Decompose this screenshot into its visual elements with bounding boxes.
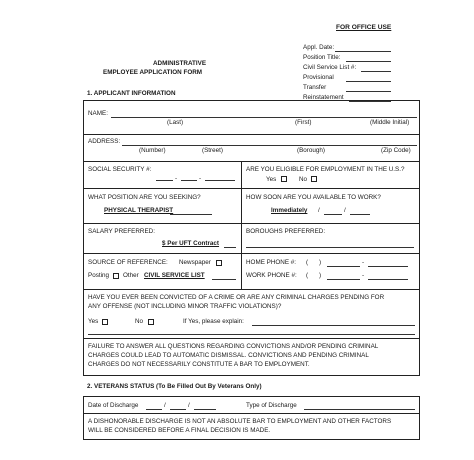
source-posting-label: Posting	[88, 272, 110, 279]
salary-label: SALARY PREFERRED:	[88, 228, 155, 235]
address-sub-street: (Street)	[202, 147, 223, 154]
address-input[interactable]	[122, 145, 417, 146]
paren: (	[306, 272, 309, 279]
home-phone-label: HOME PHONE #:	[246, 259, 297, 266]
ssn-label: SOCIAL SECURITY #:	[88, 166, 152, 173]
eligible-no-label: No	[299, 176, 308, 183]
availability-answer[interactable]: Immediately	[271, 207, 308, 214]
date-slash: /	[188, 402, 190, 409]
ssn-dash: -	[199, 175, 202, 182]
divider	[83, 188, 420, 189]
form-title-line2: EMPLOYEE APPLICATION FORM	[103, 69, 203, 76]
source-newspaper-label: Newspaper	[179, 259, 211, 266]
source-other-line	[212, 279, 236, 280]
conviction-no-checkbox[interactable]	[148, 319, 154, 325]
address-sub-zip: (Zip Code)	[381, 147, 411, 154]
veterans-notice-line2: WILL BE CONSIDERED BEFORE A FINAL DECISION IS MADE.	[88, 427, 271, 434]
ssn-part3-input[interactable]	[205, 180, 235, 181]
source-other-label: Other	[123, 272, 139, 279]
conviction-yes-checkbox[interactable]	[102, 319, 108, 325]
position-question: WHAT POSITION ARE YOU SEEKING?	[88, 194, 201, 201]
address-sub-borough: (Borough)	[297, 147, 326, 154]
civil-service-line[interactable]	[361, 71, 391, 72]
availability-question: HOW SOON ARE YOU AVAILABLE TO WORK?	[246, 194, 381, 201]
office-field-position-title: Position Title:	[303, 54, 341, 61]
work-phone-input[interactable]	[327, 279, 360, 280]
office-use-heading: FOR OFFICE USE	[336, 24, 392, 31]
discharge-year-input[interactable]	[194, 409, 216, 410]
salary-value[interactable]: $ Per UFT Contract	[162, 240, 220, 247]
divider	[83, 161, 420, 162]
provisional-line[interactable]	[346, 81, 391, 82]
conviction-question-line2: ANY OFFENSE (NOT INCLUDING MINOR TRAFFIC VIOLATIONS)?	[88, 303, 282, 310]
conviction-explain-input-2[interactable]	[88, 334, 415, 335]
date-slash: /	[318, 207, 320, 214]
eligible-question: ARE YOU ELIGIBLE FOR EMPLOYMENT IN THE U.S.?	[246, 166, 405, 173]
ssn-dash: -	[175, 175, 178, 182]
name-label: NAME:	[88, 110, 108, 117]
discharge-type-input[interactable]	[304, 409, 415, 410]
column-divider	[241, 161, 242, 289]
paren: (	[306, 259, 309, 266]
name-input[interactable]	[111, 117, 417, 118]
conviction-no-label: No	[135, 318, 144, 325]
availability-day-input[interactable]	[324, 214, 342, 215]
salary-input-line	[224, 247, 236, 248]
ssn-part1-input[interactable]	[156, 180, 173, 181]
conviction-question-line1: HAVE YOU EVER BEEN CONVICTED OF A CRIME OR ARE ANY CRIMINAL CHARGES PENDING FOR	[88, 294, 385, 301]
discharge-date-label: Date of Discharge	[88, 402, 139, 409]
divider	[83, 134, 420, 135]
section1-heading: 1. APPLICANT INFORMATION	[87, 90, 176, 97]
failure-notice-line1: FAILURE TO ANSWER ALL QUESTIONS REGARDING CONVICTIONS AND/OR PENDING CRIMINAL	[88, 343, 379, 350]
availability-year-input[interactable]	[350, 214, 370, 215]
office-field-transfer: Transfer	[303, 84, 327, 91]
failure-notice-line2: CHARGES COULD LEAD TO AUTOMATIC DISMISSAL. CONVICTIONS AND PENDING CRIMINAL	[88, 352, 369, 359]
boroughs-input[interactable]	[246, 247, 414, 248]
office-field-reinstatement: Reinstatement	[303, 94, 344, 101]
boroughs-label: BOROUGHS PREFERRED:	[246, 228, 326, 235]
source-posting-checkbox[interactable]	[113, 273, 119, 279]
position-input-line	[170, 214, 212, 215]
eligible-yes-label: Yes	[266, 176, 277, 183]
position-answer[interactable]: PHYSICAL THERAPIST	[104, 207, 174, 214]
date-slash: /	[164, 402, 166, 409]
office-field-appl-date: Appl. Date:	[303, 44, 335, 51]
eligible-yes-checkbox[interactable]	[281, 176, 287, 182]
home-phone-input-2[interactable]	[368, 266, 408, 267]
work-phone-input-2[interactable]	[368, 279, 408, 280]
date-slash: /	[344, 207, 346, 214]
paren: )	[319, 272, 322, 279]
conviction-explain-input[interactable]	[252, 325, 415, 326]
discharge-type-label: Type of Discharge	[246, 402, 297, 409]
divider	[83, 338, 420, 339]
paren: )	[319, 259, 322, 266]
phone-dash: -	[362, 272, 365, 279]
ssn-part2-input[interactable]	[181, 180, 197, 181]
position-title-line[interactable]	[346, 61, 391, 62]
failure-notice-line3: CHARGES DO NOT NECESSARILY CONSTITUTE A BAR TO EMPLOYMENT.	[88, 361, 310, 368]
discharge-day-input[interactable]	[170, 409, 186, 410]
address-label: ADDRESS:	[88, 138, 121, 145]
divider	[83, 253, 420, 254]
name-sub-last: (Last)	[167, 119, 184, 126]
eligible-no-checkbox[interactable]	[311, 176, 317, 182]
conviction-yes-label: Yes	[88, 318, 99, 325]
name-sub-middle-initial: (Middle Initial)	[370, 119, 410, 126]
office-field-civil-service: Civil Service List #:	[303, 64, 357, 71]
source-newspaper-checkbox[interactable]	[216, 260, 222, 266]
divider	[83, 413, 420, 414]
veterans-notice-line1: A DISHONORABLE DISCHARGE IS NOT AN ABSOLUTE BAR TO EMPLOYMENT AND OTHER FACTORS	[88, 418, 392, 425]
conviction-explain-label: If Yes, please explain:	[183, 318, 244, 325]
appl-date-line[interactable]	[335, 51, 391, 52]
section2-heading: 2. VETERANS STATUS (To Be Filled Out By Veterans Only)	[87, 383, 262, 390]
discharge-month-input[interactable]	[146, 409, 162, 410]
phone-dash: -	[362, 259, 365, 266]
form-title-line1: ADMINISTRATIVE	[153, 60, 207, 67]
work-phone-label: WORK PHONE #:	[246, 272, 297, 279]
source-label: SOURCE OF REFERENCE:	[88, 259, 168, 266]
transfer-line[interactable]	[346, 91, 391, 92]
home-phone-input[interactable]	[327, 266, 360, 267]
name-sub-first: (First)	[295, 119, 312, 126]
divider	[83, 289, 420, 290]
office-field-provisional: Provisional	[303, 74, 334, 81]
source-other-value[interactable]: CIVIL SERVICE LIST	[144, 272, 205, 279]
address-sub-number: (Number)	[139, 147, 166, 154]
divider	[83, 223, 420, 224]
